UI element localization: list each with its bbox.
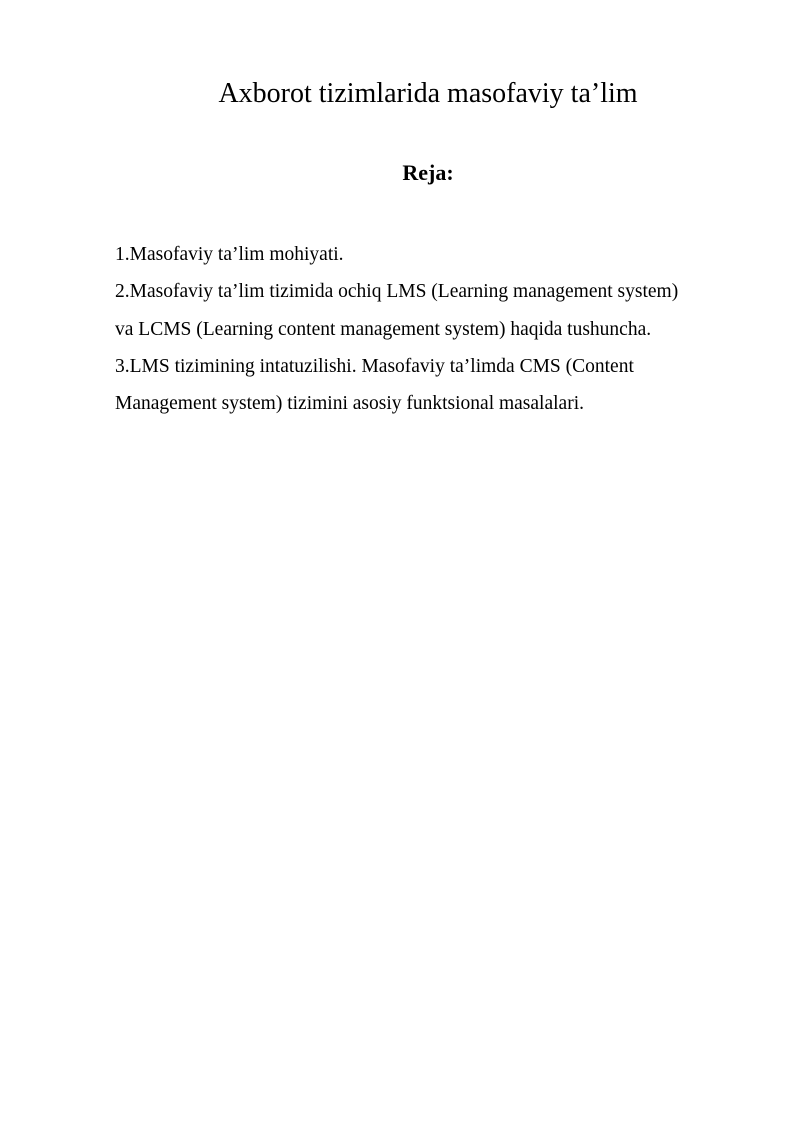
document-title: Axborot tizimlarida masofaviy ta’lim [218, 78, 638, 109]
plan-item-1: 1.Masofaviy ta’lim mohiyati. [115, 244, 344, 265]
plan-heading: Reja: [402, 160, 454, 185]
plan-item-2-line-2: va LCMS (Learning content management system) haqida tushuncha. [115, 318, 652, 340]
plan-item-3-line-1: 3.LMS tizimining intatuzilishi. Masofaviy ta’limda CMS (Content [115, 355, 634, 377]
plan-item-2-line-1: 2.Masofaviy ta’lim tizimida ochiq LMS (Learning management system) [115, 281, 679, 303]
plan-list [115, 236, 755, 422]
plan-item-3-line-2: Management system) tizimini asosiy funktsional masalalari. [115, 393, 584, 415]
